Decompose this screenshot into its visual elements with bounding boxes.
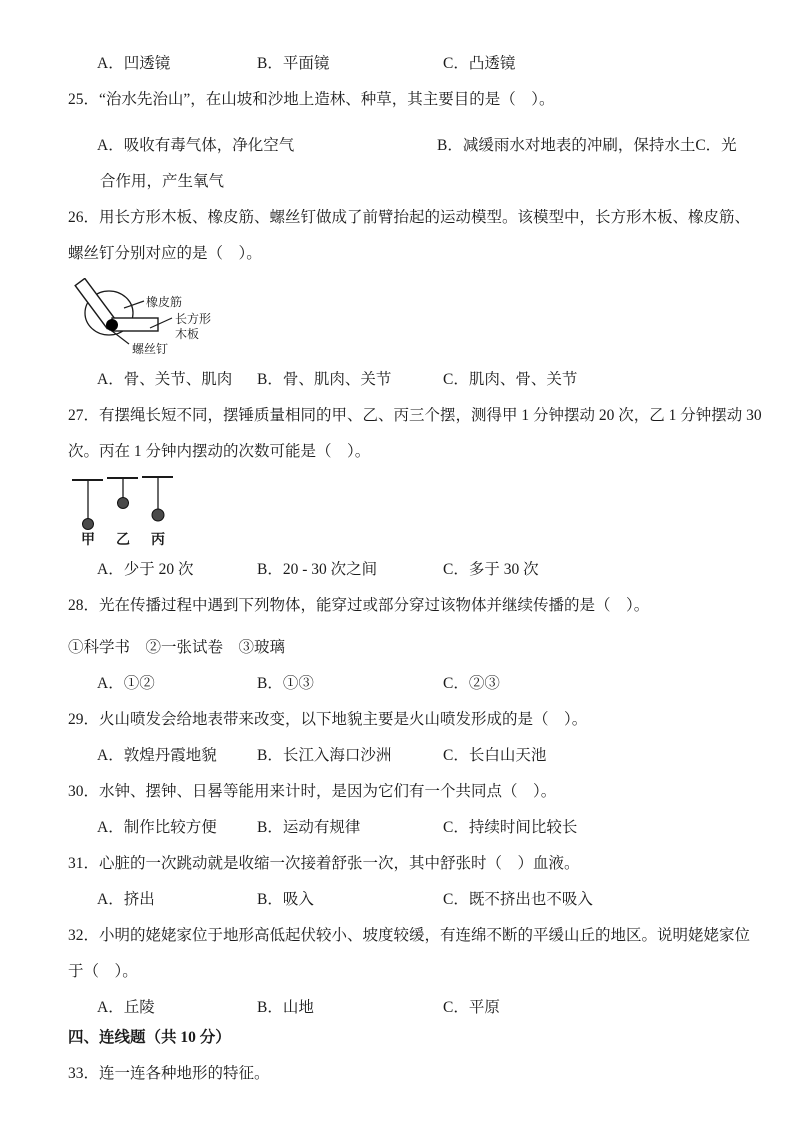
question-26-stem-line2: 螺丝钉分别对应的是（ ）。 [68,245,262,262]
q28-option-c: C．②③ [443,675,500,692]
question-30-options [68,810,730,846]
question-31-stem: 31．心脏的一次跳动就是收缩一次接着舒张一次，其中舒张时（ ）血液。 [68,855,580,872]
q26-option-c: C．肌肉、骨、关节 [443,371,578,388]
q27-option-b: B．20 - 30 次之间 [257,561,378,578]
q28-option-a: A．①② [97,675,155,692]
question-25-stem: 25．“治水先治山”，在山坡和沙地上造林、种草，其主要目的是（ ）。 [68,91,555,108]
question-26-stem-line1: 26．用长方形木板、橡皮筋、螺丝钉做成了前臂抬起的运动模型。该模型中，长方形木板、橡皮筋、 [68,209,751,226]
arm-model-diagram [62,278,322,362]
q29-option-c: C．长白山天池 [443,747,547,764]
q25-option-a: A．吸收有毒气体，净化空气 [97,137,295,154]
q24-option-b: B．平面镜 [257,55,330,72]
section-4-title: 四、连线题（共 10 分） [68,1029,231,1046]
question-24-options [68,46,730,82]
question-29-options [68,738,730,774]
q31-option-b: B．吸入 [257,891,314,908]
pendulum-bing-label: 丙 [151,533,165,548]
question-28-stem: 28．光在传播过程中遇到下列物体，能穿过或部分穿过该物体并继续传播的是（ ）。 [68,597,650,614]
pendulum-yi-bob [118,498,129,509]
question-27-options [68,552,730,588]
question-28-options [68,666,730,702]
screw-dot [106,319,118,331]
q27-option-a: A．少于 20 次 [97,561,194,578]
q32-option-c: C．平原 [443,999,500,1016]
q30-option-c: C．持续时间比较长 [443,819,578,836]
pendulum-bing-bob [152,509,164,521]
rubber-band-label: 橡皮筋 [146,295,183,309]
question-26-options [68,362,730,398]
question-25-options-line1 [68,128,737,164]
q32-option-b: B．山地 [257,999,314,1016]
screw-label: 螺丝钉 [132,342,169,356]
board-label-line1: 长方形 [175,312,212,326]
q28-option-b: B．①③ [257,675,314,692]
q31-option-c: C．既不挤出也不吸入 [443,891,593,908]
question-29-stem: 29．火山喷发会给地表带来改变，以下地貌主要是火山喷发形成的是（ ）。 [68,711,588,728]
question-28-items: ①科学书 ②一张试卷 ③玻璃 [68,639,286,656]
q29-option-b: B．长江入海口沙洲 [257,747,392,764]
q24-option-a: A．凹透镜 [97,55,171,72]
question-32-stem-line1: 32．小明的姥姥家位于地形高低起伏较小、坡度较缓，有连绵不断的平缓山丘的地区。说明姥姥家位 [68,927,751,944]
question-25-options-line2: 合作用，产生氧气 [100,173,225,190]
q31-option-a: A．挤出 [97,891,155,908]
pendulum-jia-bob [83,519,94,530]
q29-option-a: A．敦煌丹霞地貌 [97,747,217,764]
q30-option-a: A．制作比较方便 [97,819,217,836]
pendulum-jia-label: 甲 [81,533,95,548]
pendulum-diagram [62,472,262,552]
question-27-stem-line2: 次。丙在 1 分钟内摆动的次数可能是（ ）。 [68,443,371,460]
question-30-stem: 30．水钟、摆钟、日晷等能用来计时，是因为它们有一个共同点（ ）。 [68,783,557,800]
q32-option-a: A．丘陵 [97,999,155,1016]
pendulum-yi-label: 乙 [116,533,130,548]
q24-option-c: C．凸透镜 [443,55,516,72]
question-27-stem-line1: 27．有摆绳长短不同，摆锤质量相同的甲、乙、丙三个摆，测得甲 1 分钟摆动 20 次，乙 1 分钟摆动 30 [68,407,762,424]
question-31-options [68,882,730,918]
q27-option-c: C．多于 30 次 [443,561,539,578]
question-33-stem: 33．连一连各种地形的特征。 [68,1065,270,1082]
board-label-line2: 木板 [175,327,200,341]
q25-option-bc: B．减缓雨水对地表的冲刷，保持水土C．光 [437,137,737,154]
q26-option-a: A．骨、关节、肌肉 [97,371,233,388]
wood-board-rect [112,318,158,331]
q26-option-b: B．骨、肌肉、关节 [257,371,392,388]
question-32-stem-line2: 于（ ）。 [68,963,138,980]
q30-option-b: B．运动有规律 [257,819,361,836]
leader-line-rubber-band [124,301,144,308]
